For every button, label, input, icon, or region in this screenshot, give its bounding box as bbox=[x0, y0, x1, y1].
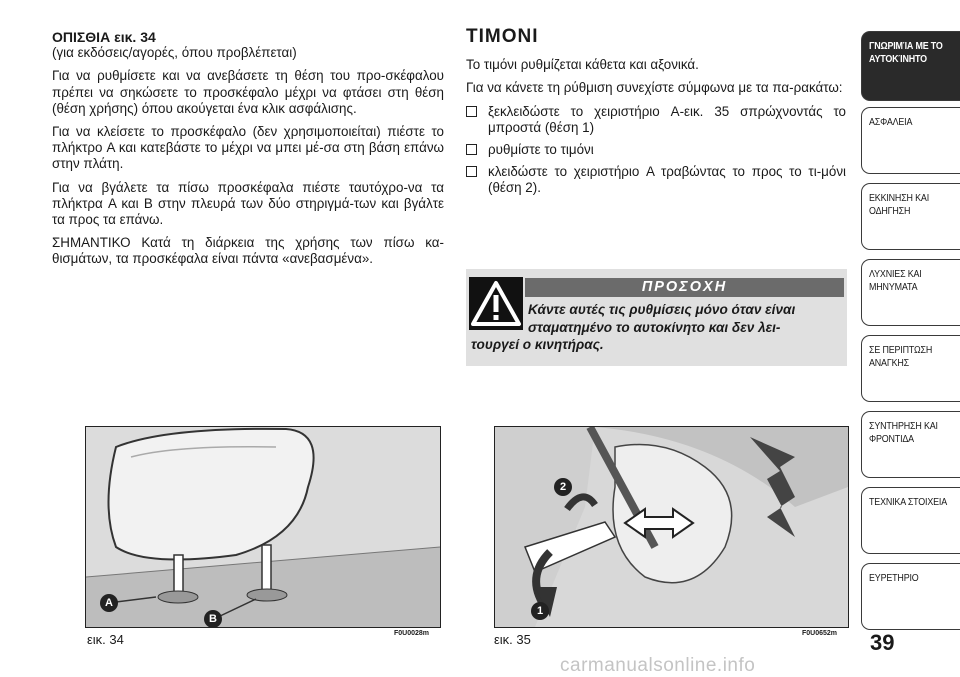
checkbox-bullet-icon bbox=[466, 106, 477, 117]
figure-steering-adjustment bbox=[494, 426, 849, 628]
paragraph: Το τιμόνι ρυθμίζεται κάθετα και αξονικά. bbox=[466, 57, 699, 73]
figure-code: F0U0028m bbox=[394, 630, 430, 637]
section-subheading: (για εκδόσεις/αγορές, όπου προβλέπεται) bbox=[52, 45, 297, 61]
marker-a: A bbox=[100, 594, 118, 612]
marker-1: 1 bbox=[531, 602, 549, 620]
tab-starting-driving[interactable]: ΕΚΚΙΝΗΣΗ ΚΑΙ ΟΔΗΓΗΣΗ bbox=[861, 183, 960, 250]
warning-label: ΠΡΟΣΟΧΗ bbox=[525, 278, 844, 297]
paragraph: Για να βγάλετε τα πίσω προσκέφαλα πιέστε ταυτόχρο-να τα πλήκτρα A και B στην πλευρά των δύο στηριγμά-των και βγάλτε τα προς τα επάνω. bbox=[52, 179, 444, 228]
paragraph: ΣΗΜΑΝΤΙΚΟ Κατά τη διάρκεια της χρήσης των πίσω κα-θισμάτων, τα προσκέφαλα είναι πάντα «ανεβασμένα». bbox=[52, 235, 444, 267]
list-item: ρυθμίστε το τιμόνι bbox=[466, 142, 846, 158]
section-heading-rear-headrests: ΟΠΙΣΘΙΑ εικ. 34 bbox=[52, 29, 156, 45]
paragraph: Για να κάνετε τη ρύθμιση συνεχίστε σύμφωνα με τα πα-ρακάτω: bbox=[466, 80, 843, 96]
figure-rear-headrest bbox=[85, 426, 441, 628]
paragraph: Για να ρυθμίσετε και να ανεβάσετε τη θέση του προ-σκέφαλου πρέπει να σηκώσετε το προσκέφαλο μέχρι να φτάσει στη θέση (θέση χρήσης) όπου ακούγεται ένα κλικ ασφάλισης. bbox=[52, 68, 444, 116]
right-column bbox=[466, 26, 846, 203]
instruction-list bbox=[466, 104, 846, 197]
warning-text: Κάντε αυτές τις ρυθμίσεις μόνο όταν είναι σταματημένο το αυτοκίνητο και δεν λει- τουργεί ο κινητήρας. bbox=[471, 302, 796, 352]
list-item: ξεκλειδώστε το χειριστήριο A-εικ. 35 σπρώχνοντάς το μπροστά (θέση 1) bbox=[466, 104, 846, 136]
figure-code: F0U0652m bbox=[802, 630, 838, 637]
section-title-steering-wheel: ΤΙΜΟΝΙ bbox=[466, 26, 539, 47]
marker-b: B bbox=[204, 610, 222, 628]
page-number: 39 bbox=[870, 630, 895, 655]
tab-maintenance[interactable]: ΣΥΝΤΗΡΗΣΗ ΚΑΙ ΦΡΟΝΤΙΔΑ bbox=[861, 411, 960, 478]
tab-getting-to-know-car[interactable]: ΓΝΩΡΙΜΊΑ ΜΕ ΤΟ ΑΥΤΟΚΊΝΗΤΟ bbox=[861, 31, 960, 101]
tab-index[interactable]: ΕΥΡΕΤΗΡΙΟ bbox=[861, 563, 960, 630]
checkbox-bullet-icon bbox=[466, 166, 477, 177]
figure-caption: εικ. 34 bbox=[87, 632, 124, 647]
tab-technical-data[interactable]: ΤΕΧΝΙΚΑ ΣΤΟΙΧΕΙΑ bbox=[861, 487, 960, 554]
left-column bbox=[52, 29, 444, 275]
warning-box bbox=[466, 269, 847, 366]
figure-caption: εικ. 35 bbox=[494, 632, 531, 647]
checkbox-bullet-icon bbox=[466, 144, 477, 155]
tab-emergency[interactable]: ΣΕ ΠΕΡΙΠΤΩΣΗ ΑΝΑΓΚΗΣ bbox=[861, 335, 960, 402]
list-item: κλειδώστε το χειριστήριο A τραβώντας το προς το τι-μόνι (θέση 2). bbox=[466, 164, 846, 196]
tab-safety[interactable]: ΑΣΦΑΛΕΙΑ bbox=[861, 107, 960, 174]
paragraph: Για να κλείσετε το προσκέφαλο (δεν χρησιμοποιείται) πιέστε το πλήκτρο A και κατεβάστε το μέχρι να μπει μέ-σα στη βάση επάνω στην πλάτη. bbox=[52, 124, 444, 172]
watermark: carmanualsonline.info bbox=[560, 655, 756, 676]
tab-warning-lights[interactable]: ΛΥΧΝΙΕΣ ΚΑΙ ΜΗΝΥΜΑΤΑ bbox=[861, 259, 960, 326]
marker-2: 2 bbox=[554, 478, 572, 496]
